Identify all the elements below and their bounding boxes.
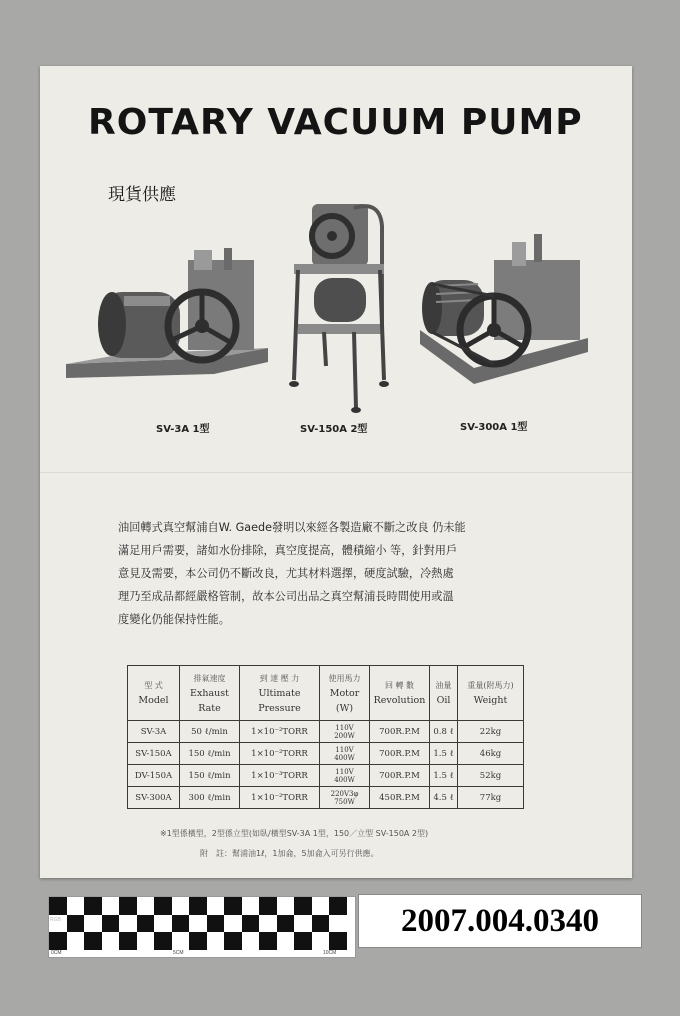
stand-mounted-pump-icon: [284, 196, 394, 416]
specification-table: [127, 665, 524, 809]
description-line: 度變化仍能保持性能。: [118, 613, 230, 626]
accession-number-label: 2007.004.0340: [358, 894, 642, 948]
footnote-models: ※1型係橫型，2型係立型(如臥/橫型SV-3A 1型，150／立型 SV-150A 2型): [160, 829, 429, 838]
horizontal-pump-with-flywheel-icon: [64, 246, 270, 396]
fold-line: [40, 472, 632, 473]
description-line: 油回轉式真空幫浦自W. Gaede發明以來經各製造廠不斷之改良 仍未能: [118, 521, 466, 534]
table-row: SV-300A 300 ℓ/min 1×10⁻²TORR 220V3φ 750W 450R.P.M 4.5 ℓ 77kg: [128, 787, 524, 809]
table-header-row: [128, 666, 524, 721]
pump-caption-sv-150a: SV-150A 2型: [300, 424, 368, 435]
stock-note: 現貨供應: [108, 185, 176, 205]
footnote-oil: 附 註：幫浦油1ℓ，1加侖，5加侖入可另行供應。: [200, 849, 379, 858]
table-row: SV-3A 50 ℓ/min 1×10⁻²TORR 110V 200W 700R.P.M 0.8 ℓ 22kg: [128, 721, 524, 743]
header-revolution: 回 轉 數 Revolution: [370, 666, 430, 721]
pump-caption-sv-300a: SV-300A 1型: [460, 422, 528, 433]
header-exhaust-rate: 排氣速度 Exhaust Rate: [180, 666, 240, 721]
table-row: DV-150A 150 ℓ/min 1×10⁻³TORR 110V 400W 700R.P.M 1.5 ℓ 52kg: [128, 765, 524, 787]
description-line: 滿足用戶需要，諸如水份排除，真空度提高，體積縮小 等，針對用戶: [118, 544, 458, 557]
table-row: SV-150A 150 ℓ/min 1×10⁻²TORR 110V 400W 700R.P.M 1.5 ℓ 46kg: [128, 743, 524, 765]
description-line: 理乃至成品都經嚴格管制，故本公司出品之真空幫浦長時間使用或溫: [118, 590, 454, 603]
product-description: [118, 516, 564, 631]
description-line: 意見及需要，本公司仍不斷改良，尤其材料選擇，硬度試驗，冷熱處: [118, 567, 454, 580]
scale-label-10: 10CM: [323, 950, 337, 956]
large-belt-driven-pump-icon: [414, 234, 590, 394]
header-weight: 重量(附馬力) Weight: [458, 666, 524, 721]
scale-side-label: RGB: [50, 917, 61, 923]
scale-label-5: 5CM: [173, 950, 184, 956]
header-ultimate-pressure: 到 達 壓 力 Ultimate Pressure: [240, 666, 320, 721]
scale-label-0: 0CM: [51, 950, 62, 956]
pump-caption-sv-3a: SV-3A 1型: [156, 424, 210, 435]
header-motor: 使用馬力 Motor (W): [320, 666, 370, 721]
document-title: ROTARY VACUUM PUMP: [88, 102, 583, 143]
header-oil: 油量 Oil: [430, 666, 458, 721]
header-model: 型 式 Model: [128, 666, 180, 721]
color-scale-bar: [48, 896, 356, 958]
